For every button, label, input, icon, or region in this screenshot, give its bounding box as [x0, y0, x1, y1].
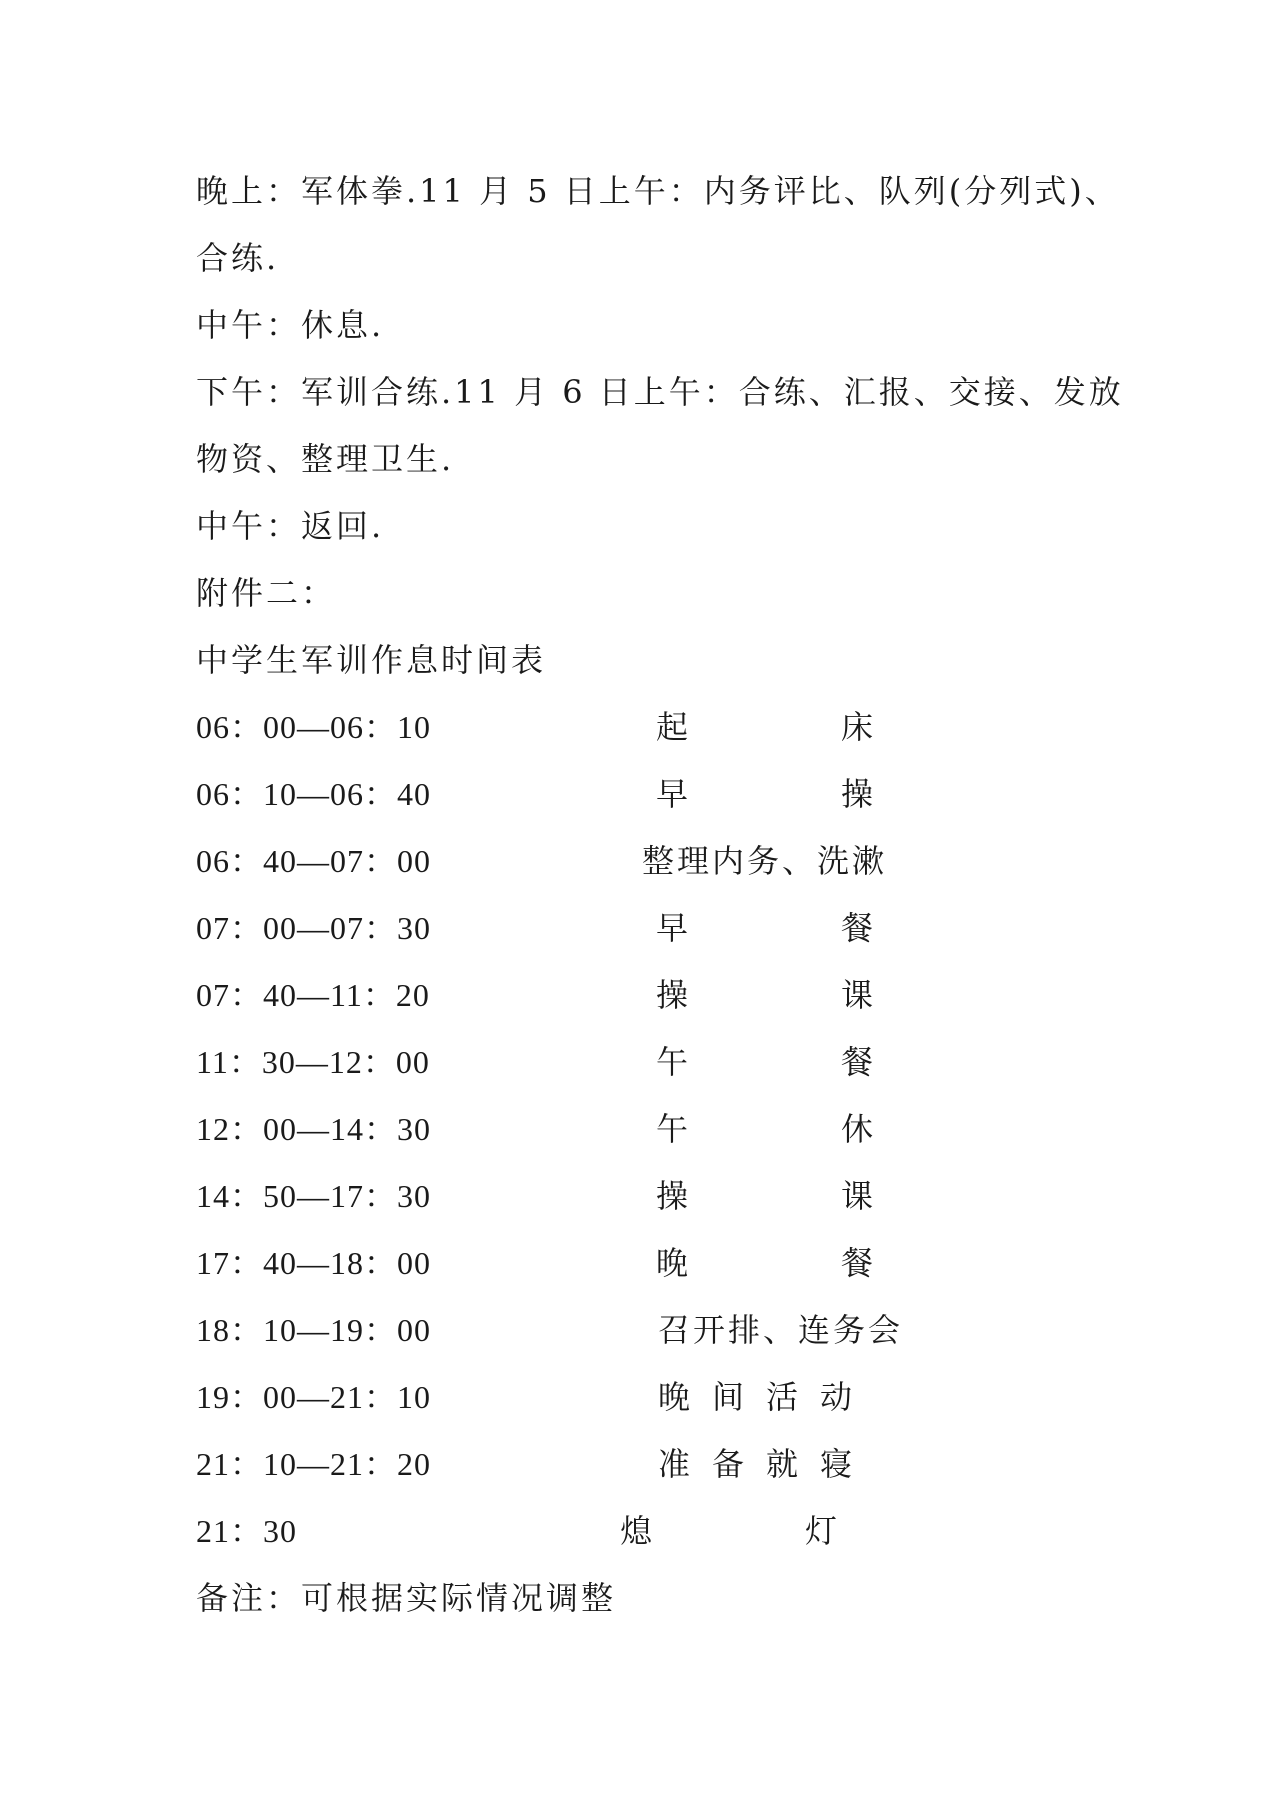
activity-char: 早 [656, 909, 692, 947]
schedule-row [196, 841, 1096, 881]
schedule-row [196, 1109, 1096, 1149]
schedule-activity: 晚间活动 [658, 1378, 875, 1416]
schedule-row [196, 975, 1096, 1015]
activity-char: 灯 [804, 1512, 840, 1550]
activity-char: 操 [656, 976, 692, 1014]
schedule-row [196, 1243, 1096, 1283]
activity-char: 课 [840, 1177, 876, 1215]
note-line: 备注：可根据实际情况调整 [196, 1579, 617, 1617]
activity-char: 早 [656, 775, 692, 813]
schedule-row [196, 707, 1096, 747]
schedule-time: 19：00—21：10 [196, 1379, 432, 1415]
activity-char: 操 [840, 775, 876, 813]
schedule-time: 07：00—07：30 [196, 910, 432, 946]
schedule-row [196, 1511, 1096, 1551]
schedule-activity: 整理内务、洗漱 [642, 842, 888, 880]
schedule-time: 06：40—07：00 [196, 843, 432, 879]
schedule-time: 18：10—19：00 [196, 1312, 432, 1348]
attachment-heading: 附件二： [196, 574, 337, 612]
activity-char: 餐 [840, 1244, 876, 1282]
activity-char: 床 [840, 708, 876, 746]
schedule-time: 14：50—17：30 [196, 1178, 432, 1214]
activity-char: 午 [656, 1110, 692, 1148]
schedule-time: 21：10—21：20 [196, 1446, 432, 1482]
activity-char: 起 [656, 708, 692, 746]
schedule-activity: 准备就寝 [658, 1445, 875, 1483]
activity-char: 餐 [840, 1043, 876, 1081]
schedule-row [196, 1444, 1096, 1484]
schedule-time: 12：00—14：30 [196, 1111, 432, 1147]
activity-char: 晚 [656, 1244, 692, 1282]
schedule-row [196, 1310, 1096, 1350]
schedule-time: 11：30—12：00 [196, 1044, 430, 1080]
paragraph-line: 物资、整理卫生. [196, 440, 455, 478]
schedule-activity: 召开排、连务会 [658, 1311, 904, 1349]
schedule-time: 06：00—06：10 [196, 709, 432, 745]
schedule-row [196, 774, 1096, 814]
schedule-row [196, 1377, 1096, 1417]
schedule-time: 07：40—11：20 [196, 977, 430, 1013]
activity-char: 休 [840, 1110, 876, 1148]
activity-char: 课 [840, 976, 876, 1014]
paragraph-line: 中午：返回. [196, 507, 385, 545]
schedule-time: 21：30 [196, 1513, 298, 1549]
activity-char: 操 [656, 1177, 692, 1215]
schedule-time: 17：40—18：00 [196, 1245, 432, 1281]
activity-char: 餐 [840, 909, 876, 947]
schedule-row [196, 908, 1096, 948]
activity-char: 熄 [620, 1512, 656, 1550]
activity-char: 午 [656, 1043, 692, 1081]
paragraph-line: 中午：休息. [196, 306, 385, 344]
paragraph-line: 下午：军训合练.11 月 6 日上午：合练、汇报、交接、发放 [196, 373, 1124, 411]
schedule-row [196, 1042, 1096, 1082]
paragraph-line: 晚上：军体拳.11 月 5 日上午：内务评比、队列(分列式)、 [196, 172, 1120, 210]
paragraph-line: 合练. [196, 239, 280, 277]
schedule-title: 中学生军训作息时间表 [196, 641, 547, 679]
schedule-time: 06：10—06：40 [196, 776, 432, 812]
schedule-row [196, 1176, 1096, 1216]
